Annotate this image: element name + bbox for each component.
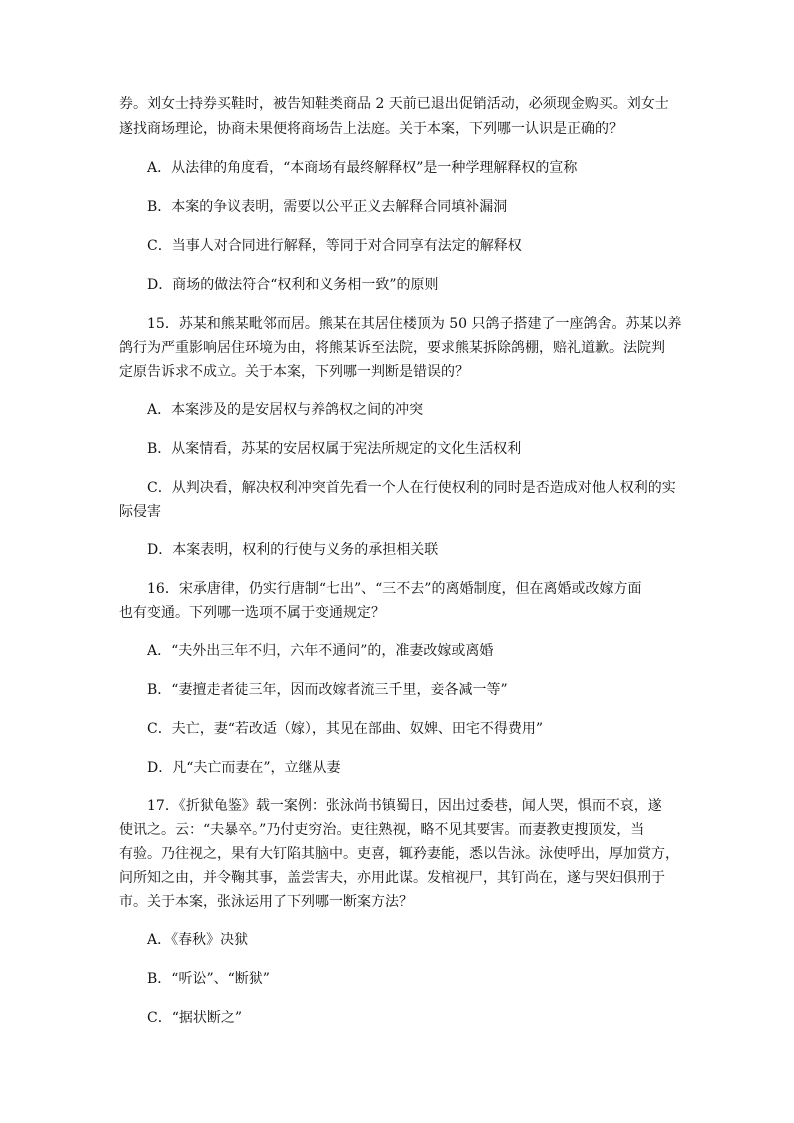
q16-text-line-2: 也有变通。下列哪一选项不属于变通规定？ (119, 605, 385, 621)
q16-option-c: C．夫亡，妻“若改适（嫁），其见在部曲、奴婢、田宅不得费用” (147, 721, 544, 737)
q14-option-b: B．本案的争议表明，需要以公平正义去解释合同填补漏洞 (147, 199, 508, 215)
q16-text-line-1: 16．宋承唐律，仍实行唐制“七出”、“三不去”的离婚制度，但在离婚或改嫁方面 (147, 581, 642, 597)
q17-text-line-3: 有验。乃往视之，果有大钉陷其脑中。吏喜，辄矜妻能，悉以告泳。泳使呼出，厚加赏方， (119, 846, 679, 862)
q16-option-a: A．“夫外出三年不归，六年不通问”的，准妻改嫁或离婚 (147, 643, 494, 659)
q15-option-a: A．本案涉及的是安居权与养鸽权之间的冲突 (147, 402, 424, 418)
q14-text-line-2: 遂找商场理论，协商未果便将商场告上法庭。关于本案，下列哪一认识是正确的？ (119, 121, 623, 137)
q17-text-line-4: 问所知之由，并令鞠其事，盖尝害夫，亦用此谋。发棺视尸，其钉尚在，遂与哭妇俱刑于 (119, 870, 665, 886)
q14-text-line-1: 券。刘女士持券买鞋时，被告知鞋类商品 2 天前已退出促销活动，必须现金购买。刘女士 (119, 96, 669, 112)
q17-text-line-1: 17．《折狱龟鉴》载一案例：张泳尚书镇蜀日，因出过委巷，闻人哭，惧而不哀，遂 (147, 798, 662, 814)
q17-option-a: A．《春秋》决狱 (147, 932, 249, 948)
q15-option-d: D．本案表明，权利的行使与义务的承担相关联 (147, 542, 439, 558)
q17-text-line-5: 市。关于本案，张泳运用了下列哪一断案方法？ (119, 894, 413, 910)
q17-option-c: C．“据状断之” (147, 1010, 243, 1026)
q14-option-c: C．当事人对合同进行解释，等同于对合同享有法定的解释权 (147, 238, 522, 254)
q14-option-a: A．从法律的角度看，“本商场有最终解释权”是一种学理解释权的宣称 (147, 160, 578, 176)
q15-text-line-2: 鸽行为严重影响居住环境为由，将熊某诉至法院，要求熊某拆除鸽棚，赔礼道歉。法院判 (119, 340, 665, 356)
q14-option-d: D．商场的做法符合“权利和义务相一致”的原则 (147, 277, 439, 293)
q15-option-c-line-2: 际侵害 (119, 504, 161, 520)
q15-option-b: B．从案情看，苏某的安居权属于宪法所规定的文化生活权利 (147, 441, 522, 457)
q17-text-line-2: 使讯之。云：“夫暴卒。”乃付吏穷治。吏往熟视，略不见其要害。而妻教吏搜顶发，当 (119, 822, 645, 838)
q16-option-b: B．“妻擅走者徒三年，因而改嫁者流三千里，妾各减一等” (147, 682, 508, 698)
q16-option-d: D．凡“夫亡而妻在”，立继从妻 (147, 760, 341, 776)
q15-text-line-1: 15．苏某和熊某毗邻而居。熊某在其居住楼顶为 50 只鸽子搭建了一座鸽舍。苏某以养 (147, 316, 682, 332)
q15-text-line-3: 定原告诉求不成立。关于本案，下列哪一判断是错误的？ (119, 364, 469, 380)
q15-option-c-line-1: C．从判决看，解决权利冲突首先看一个人在行使权利的同时是否造成对他人权利的实 (147, 480, 676, 496)
q17-option-b: B．“听讼”、“断狱” (147, 971, 270, 987)
